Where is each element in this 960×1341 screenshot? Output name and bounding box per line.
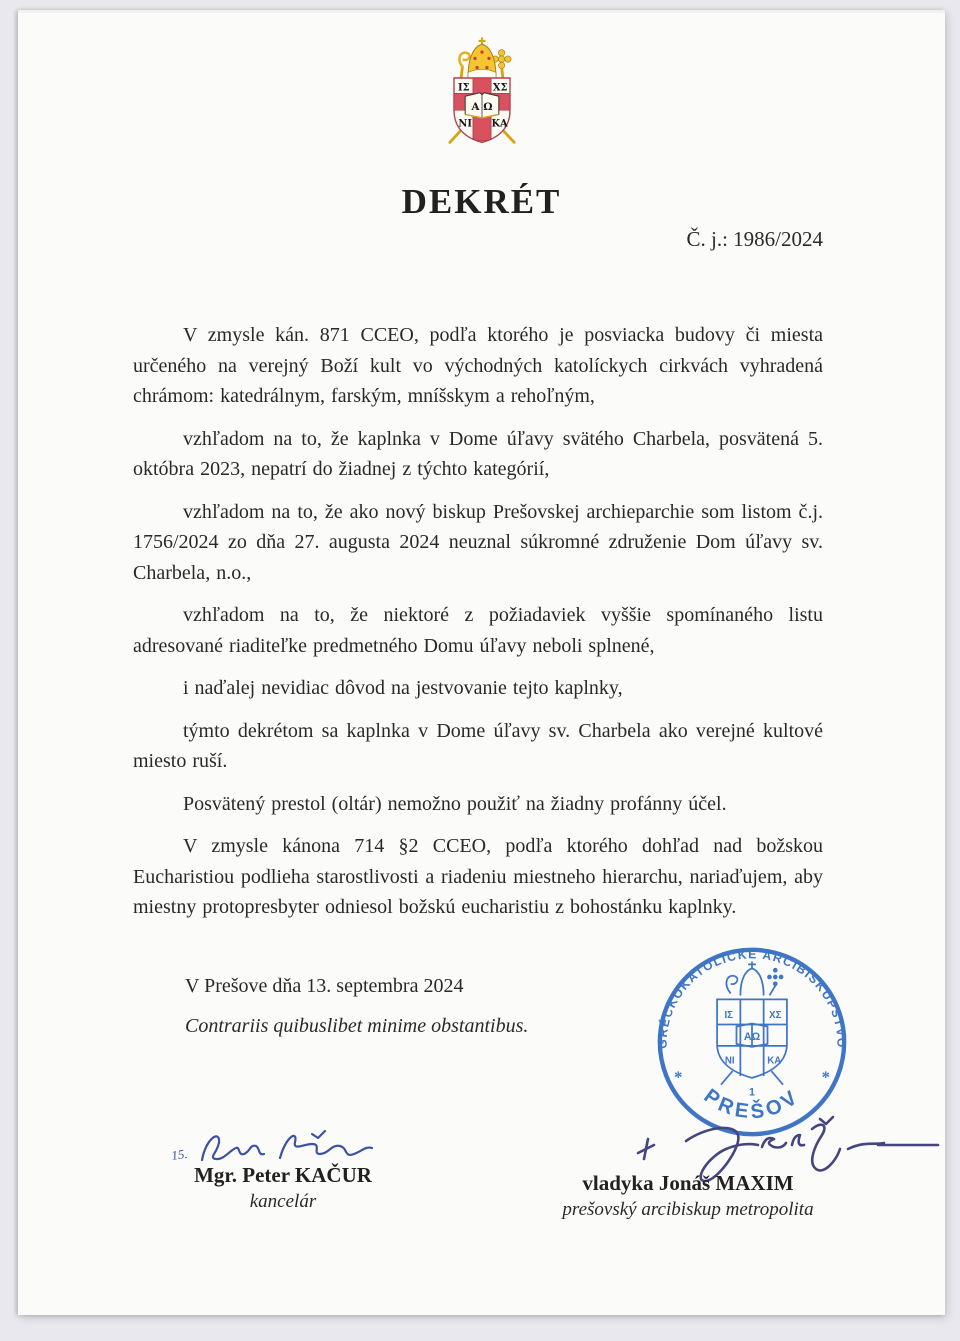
paragraph: vzhľadom na to, že niektoré z požiadaviek vyššie spomínaného listu adresované riaditeľke predmetného Domu úľavy neboli splnené,: [133, 604, 823, 657]
signatory-name-right: vladyka Jonáš MAXIM: [582, 1171, 794, 1195]
stamp-city: PREŠOV: [699, 1085, 805, 1124]
signature-block-right: [547, 1170, 829, 1222]
latin-clause: Contrariis quibuslibet minime obstantibus.: [185, 1015, 529, 1037]
stamp-number: 1: [749, 1086, 755, 1099]
reference-number: Č. j.: 1986/2024: [686, 227, 823, 251]
decree-title: DEKRÉT: [401, 182, 562, 221]
emblem-letters-ni: ΝΙ: [457, 118, 472, 130]
handwritten-note: 15.: [170, 1145, 189, 1163]
emblem-letters-is: ΙΣ: [457, 82, 470, 94]
paragraph: i naďalej nevidiac dôvod na jestvovanie tejto kaplnky,: [183, 677, 623, 699]
place-date: V Prešove dňa 13. septembra 2024: [185, 975, 464, 997]
paragraph: Posvätený prestol (oltár) nemožno použiť na žiadny profánny účel.: [183, 792, 727, 815]
signatory-role-right: prešovský arcibiskup metropolita: [562, 1199, 814, 1220]
paragraph: týmto dekrétom sa kaplnka v Dome úľavy sv. Charbela ako verejné kultové miesto ruší.: [133, 719, 823, 772]
stamp-arc-text: GRÉCKOKATOLÍCKE ARCIBISKUPSTVO: [655, 947, 849, 1049]
archdiocese-emblem: [18, 10, 945, 160]
stamp-letters-xs: ΧΣ: [769, 1009, 782, 1021]
coat-of-arms-icon: [426, 36, 538, 155]
signatory-name-left: Mgr. Peter KAČUR: [194, 1163, 372, 1187]
signature-block-left: [158, 1162, 408, 1214]
paragraph: V zmysle kánona 714 §2 CCEO, podľa ktorého dohľad nad božskou Eucharistiou podlieha starostlivosti a riadeniu miestneho hierarchu, nariaďujem, aby miestny protopresbyter odniesol božskú eucharistiu z bohostánku kaplnky.: [133, 835, 823, 918]
paragraph: vzhľadom na to, že ako nový biskup Prešovskej archieparchie som listom č.j. 1756/2024 zo dňa 27. augusta 2024 neuznal súkromné združenie Dom úľavy sv. Charbela, n.o.,: [133, 500, 823, 584]
paragraph: vzhľadom na to, že kaplnka v Dome úľavy svätého Charbela, posvätená 5. októbra 2023, nepatrí do žiadnej z týchto kategórií,: [133, 427, 823, 480]
decree-body: [18, 320, 945, 923]
stamp-letters-ka: ΚΑ: [767, 1055, 782, 1067]
stamp-left-star: *: [674, 1067, 683, 1087]
stamp-right-star: *: [821, 1067, 830, 1087]
stamp-letters-ni: ΝΙ: [724, 1055, 735, 1067]
emblem-book-letters: Α Ω: [470, 101, 493, 114]
stamp-letters-is: ΙΣ: [724, 1009, 733, 1021]
stamp-book-letters: ΑΩ: [743, 1031, 761, 1044]
paper-sheet: [18, 10, 945, 1315]
emblem-letters-ka: ΚΑ: [490, 118, 508, 130]
emblem-letters-xs: ΧΣ: [492, 82, 507, 94]
signatory-role-left: kancelár: [249, 1191, 317, 1212]
paragraph: V zmysle kán. 871 CCEO, podľa ktorého je posviacka budovy či miesta určeného na verejný Boží kult vo východných katolíckych cirkvách vyhradená chrámom: katedrálnym, farským, mníšskym a rehoľným,: [133, 324, 823, 407]
